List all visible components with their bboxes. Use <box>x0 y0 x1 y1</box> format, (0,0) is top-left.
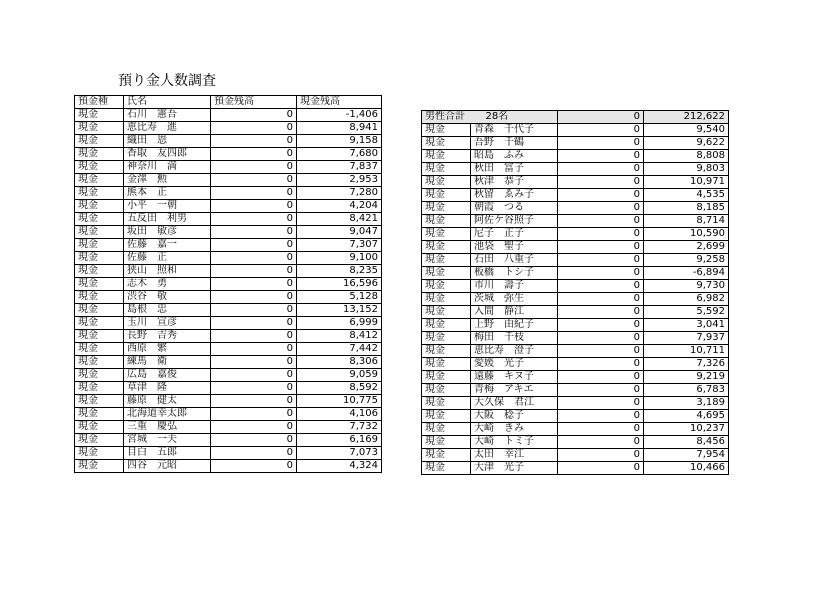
name-cell: 秋留 ゑみ子 <box>471 189 558 202</box>
deposit-balance-cell: 0 <box>211 460 297 473</box>
cash-balance-cell: 10,971 <box>644 176 729 189</box>
name-cell: 阿佐ケ谷照子 <box>471 215 558 228</box>
cash-balance-cell: 8,592 <box>297 382 382 395</box>
deposit-type-cell: 現金 <box>422 215 471 228</box>
cash-balance-cell: 2,953 <box>297 174 382 187</box>
deposit-type-cell: 現金 <box>422 319 471 332</box>
table-row <box>422 358 729 371</box>
table-row <box>75 200 382 213</box>
deposit-type-cell: 現金 <box>75 304 124 317</box>
cash-balance-cell: 3,189 <box>644 397 729 410</box>
header-cell: 預金残高 <box>211 96 297 109</box>
name-cell: 太田 幸江 <box>471 449 558 462</box>
deposit-type-cell: 現金 <box>422 397 471 410</box>
table-row <box>422 280 729 293</box>
table-row <box>75 239 382 252</box>
table-row <box>75 252 382 265</box>
name-cell: 広島 嘉俊 <box>124 369 211 382</box>
name-cell: 上野 由紀子 <box>471 319 558 332</box>
deposit-type-cell: 現金 <box>422 150 471 163</box>
name-cell: 石田 八重子 <box>471 254 558 267</box>
deposit-type-cell: 現金 <box>75 187 124 200</box>
cash-balance-cell: 9,158 <box>297 135 382 148</box>
deposit-balance-cell: 0 <box>211 330 297 343</box>
cash-balance-cell: 6,783 <box>644 384 729 397</box>
table-row <box>75 395 382 408</box>
table-row <box>422 436 729 449</box>
table-row <box>422 163 729 176</box>
name-cell: 金澤 勲 <box>124 174 211 187</box>
table-row <box>422 202 729 215</box>
name-cell: 北海道幸太郎 <box>124 408 211 421</box>
deposit-balance-cell: 0 <box>558 202 644 215</box>
deposit-type-cell: 現金 <box>75 278 124 291</box>
deposit-type-cell: 現金 <box>422 332 471 345</box>
header-cell: 現金残高 <box>297 96 382 109</box>
deposit-type-cell: 現金 <box>75 161 124 174</box>
name-cell: 大崎 きみ <box>471 423 558 436</box>
cash-balance-cell: 10,590 <box>644 228 729 241</box>
table-row <box>422 384 729 397</box>
table-row <box>75 434 382 447</box>
cash-balance-cell: 8,456 <box>644 436 729 449</box>
deposit-type-cell: 現金 <box>422 436 471 449</box>
name-cell: 目白 五郎 <box>124 447 211 460</box>
name-cell: 秋田 冨子 <box>471 163 558 176</box>
deposit-type-cell: 現金 <box>75 148 124 161</box>
cash-balance-cell: 7,937 <box>644 332 729 345</box>
deposit-balance-cell: 0 <box>558 215 644 228</box>
name-cell: 三重 慶弘 <box>124 421 211 434</box>
table-row <box>75 109 382 122</box>
deposit-balance-cell: 0 <box>211 226 297 239</box>
cash-balance-cell: 9,540 <box>644 124 729 137</box>
deposit-type-cell: 現金 <box>422 462 471 475</box>
table-row <box>75 291 382 304</box>
name-cell: 遠藤 キヌ子 <box>471 371 558 384</box>
name-cell: 尼子 正子 <box>471 228 558 241</box>
deposit-balance-cell: 0 <box>558 293 644 306</box>
table-row <box>422 332 729 345</box>
deposit-balance-cell: 0 <box>211 122 297 135</box>
deposit-balance-cell: 0 <box>211 265 297 278</box>
table-row <box>75 421 382 434</box>
name-cell: 草津 隆 <box>124 382 211 395</box>
cash-balance-cell: 8,941 <box>297 122 382 135</box>
deposit-balance-cell: 0 <box>558 410 644 423</box>
deposit-balance-cell: 0 <box>211 421 297 434</box>
table-row <box>422 449 729 462</box>
cash-balance-cell: 3,041 <box>644 319 729 332</box>
table-row <box>75 304 382 317</box>
deposit-type-cell: 現金 <box>75 421 124 434</box>
deposit-type-cell: 現金 <box>75 408 124 421</box>
deposit-type-cell: 現金 <box>422 410 471 423</box>
name-cell: 恵比寿 進 <box>124 122 211 135</box>
table-row <box>75 330 382 343</box>
deposit-type-cell: 現金 <box>422 384 471 397</box>
cash-balance-cell: 9,100 <box>297 252 382 265</box>
table-row <box>75 447 382 460</box>
table-row <box>75 408 382 421</box>
male-total-label: 男性合計 <box>425 111 465 122</box>
name-cell: 狭山 照和 <box>124 265 211 278</box>
deposit-type-cell: 現金 <box>422 345 471 358</box>
name-cell: 小平 一朝 <box>124 200 211 213</box>
deposit-type-cell: 現金 <box>422 202 471 215</box>
cash-balance-cell: 7,307 <box>297 239 382 252</box>
name-cell: 佐藤 正 <box>124 252 211 265</box>
deposit-balance-cell: 0 <box>211 382 297 395</box>
male-total-cash: 212,622 <box>644 111 729 124</box>
deposit-type-cell: 現金 <box>75 434 124 447</box>
name-cell: 入間 静江 <box>471 306 558 319</box>
male-total-cell <box>422 111 558 124</box>
name-cell: 昭島 ふみ <box>471 150 558 163</box>
deposit-type-cell: 現金 <box>75 382 124 395</box>
table-row <box>75 135 382 148</box>
name-cell: 青森 千代子 <box>471 124 558 137</box>
cash-balance-cell: 5,128 <box>297 291 382 304</box>
table-row <box>75 187 382 200</box>
deposit-type-cell: 現金 <box>422 163 471 176</box>
deposit-balance-cell: 0 <box>211 252 297 265</box>
table-row <box>75 265 382 278</box>
table-row <box>422 345 729 358</box>
deposit-type-cell: 現金 <box>75 369 124 382</box>
deposit-balance-cell: 0 <box>211 304 297 317</box>
deposit-balance-cell: 0 <box>558 241 644 254</box>
cash-balance-cell: 6,999 <box>297 317 382 330</box>
cash-balance-cell: 10,775 <box>297 395 382 408</box>
deposit-type-cell: 現金 <box>422 280 471 293</box>
table-row <box>75 343 382 356</box>
deposit-balance-cell: 0 <box>211 343 297 356</box>
table-row <box>422 293 729 306</box>
name-cell: 大崎 トミ子 <box>471 436 558 449</box>
table-row <box>75 382 382 395</box>
name-cell: 坂田 敏彦 <box>124 226 211 239</box>
table-row <box>422 319 729 332</box>
name-cell: 玉川 宣彦 <box>124 317 211 330</box>
cash-balance-cell: 5,592 <box>644 306 729 319</box>
deposit-balance-cell: 0 <box>211 135 297 148</box>
name-cell: 熊本 正 <box>124 187 211 200</box>
name-cell: 島根 忠 <box>124 304 211 317</box>
cash-balance-cell: 7,280 <box>297 187 382 200</box>
male-total-row <box>422 111 729 124</box>
cash-balance-cell: 7,326 <box>644 358 729 371</box>
table-row <box>422 462 729 475</box>
cash-balance-cell: 6,982 <box>644 293 729 306</box>
name-cell: 秋津 恭子 <box>471 176 558 189</box>
table-row <box>422 124 729 137</box>
deposit-type-cell: 現金 <box>75 252 124 265</box>
cash-balance-cell: 8,412 <box>297 330 382 343</box>
name-cell: 板橋 トシ子 <box>471 267 558 280</box>
deposit-balance-cell: 0 <box>558 436 644 449</box>
cash-balance-cell: 9,258 <box>644 254 729 267</box>
women-deposit-table <box>421 110 729 475</box>
deposit-balance-cell: 0 <box>211 356 297 369</box>
deposit-balance-cell: 0 <box>211 278 297 291</box>
cash-balance-cell: 8,235 <box>297 265 382 278</box>
deposit-type-cell: 現金 <box>422 371 471 384</box>
deposit-type-cell: 現金 <box>75 135 124 148</box>
cash-balance-cell: 9,219 <box>644 371 729 384</box>
deposit-balance-cell: 0 <box>558 384 644 397</box>
deposit-type-cell: 現金 <box>75 174 124 187</box>
deposit-balance-cell: 0 <box>211 213 297 226</box>
deposit-type-cell: 現金 <box>75 317 124 330</box>
deposit-balance-cell: 0 <box>558 176 644 189</box>
deposit-balance-cell: 0 <box>211 369 297 382</box>
table-row <box>422 254 729 267</box>
name-cell: 恵比寿 澄子 <box>471 345 558 358</box>
deposit-type-cell: 現金 <box>75 213 124 226</box>
cash-balance-cell: 2,699 <box>644 241 729 254</box>
table-header-row <box>75 96 382 109</box>
deposit-balance-cell: 0 <box>211 408 297 421</box>
deposit-balance-cell: 0 <box>558 267 644 280</box>
deposit-type-cell: 現金 <box>75 395 124 408</box>
name-cell: 渋谷 敬 <box>124 291 211 304</box>
cash-balance-cell: 16,596 <box>297 278 382 291</box>
table-row <box>75 278 382 291</box>
deposit-balance-cell: 0 <box>558 332 644 345</box>
men-deposit-table <box>74 95 382 473</box>
deposit-balance-cell: 0 <box>558 189 644 202</box>
table-row <box>422 215 729 228</box>
deposit-balance-cell: 0 <box>558 280 644 293</box>
deposit-balance-cell: 0 <box>558 345 644 358</box>
cash-balance-cell: 8,185 <box>644 202 729 215</box>
cash-balance-cell: 10,237 <box>644 423 729 436</box>
cash-balance-cell: 10,466 <box>644 462 729 475</box>
deposit-type-cell: 現金 <box>75 122 124 135</box>
table-row <box>75 460 382 473</box>
deposit-type-cell: 現金 <box>75 356 124 369</box>
name-cell: 朝霞 つる <box>471 202 558 215</box>
cash-balance-cell: 4,535 <box>644 189 729 202</box>
name-cell: 佐藤 嘉一 <box>124 239 211 252</box>
deposit-balance-cell: 0 <box>558 254 644 267</box>
deposit-balance-cell: 0 <box>558 124 644 137</box>
deposit-balance-cell: 0 <box>211 239 297 252</box>
table-row <box>75 174 382 187</box>
cash-balance-cell: 6,169 <box>297 434 382 447</box>
deposit-type-cell: 現金 <box>422 189 471 202</box>
deposit-balance-cell: 0 <box>211 200 297 213</box>
cash-balance-cell: 9,730 <box>644 280 729 293</box>
deposit-type-cell: 現金 <box>75 200 124 213</box>
male-total-count: 28名 <box>485 111 509 122</box>
cash-balance-cell: -6,894 <box>644 267 729 280</box>
deposit-type-cell: 現金 <box>422 293 471 306</box>
name-cell: 四谷 元昭 <box>124 460 211 473</box>
deposit-type-cell: 現金 <box>422 306 471 319</box>
cash-balance-cell: 9,803 <box>644 163 729 176</box>
cash-balance-cell: 7,837 <box>297 161 382 174</box>
cash-balance-cell: 8,714 <box>644 215 729 228</box>
deposit-type-cell: 現金 <box>75 343 124 356</box>
deposit-type-cell: 現金 <box>422 449 471 462</box>
table-row <box>422 410 729 423</box>
deposit-balance-cell: 0 <box>558 462 644 475</box>
table-row <box>422 267 729 280</box>
deposit-balance-cell: 0 <box>211 148 297 161</box>
deposit-type-cell: 現金 <box>75 265 124 278</box>
table-row <box>422 176 729 189</box>
cash-balance-cell: 4,695 <box>644 410 729 423</box>
deposit-type-cell: 現金 <box>422 254 471 267</box>
cash-balance-cell: 8,808 <box>644 150 729 163</box>
name-cell: 五反田 利男 <box>124 213 211 226</box>
name-cell: 石川 憲吾 <box>124 109 211 122</box>
table-row <box>422 306 729 319</box>
table-row <box>75 148 382 161</box>
deposit-type-cell: 現金 <box>422 228 471 241</box>
deposit-balance-cell: 0 <box>211 161 297 174</box>
table-row <box>422 228 729 241</box>
table-row <box>75 161 382 174</box>
deposit-type-cell: 現金 <box>422 267 471 280</box>
deposit-type-cell: 現金 <box>422 241 471 254</box>
name-cell: 藤原 健太 <box>124 395 211 408</box>
table-row <box>75 356 382 369</box>
deposit-balance-cell: 0 <box>211 447 297 460</box>
deposit-type-cell: 現金 <box>75 291 124 304</box>
name-cell: 長野 吉秀 <box>124 330 211 343</box>
table-row <box>422 241 729 254</box>
deposit-type-cell: 現金 <box>75 109 124 122</box>
cash-balance-cell: 13,152 <box>297 304 382 317</box>
name-cell: 宮城 一夫 <box>124 434 211 447</box>
deposit-balance-cell: 0 <box>211 174 297 187</box>
table-row <box>422 150 729 163</box>
table-row <box>422 423 729 436</box>
cash-balance-cell: 7,073 <box>297 447 382 460</box>
deposit-type-cell: 現金 <box>75 447 124 460</box>
deposit-type-cell: 現金 <box>422 137 471 150</box>
name-cell: 大津 光子 <box>471 462 558 475</box>
deposit-balance-cell: 0 <box>211 291 297 304</box>
deposit-type-cell: 現金 <box>422 176 471 189</box>
deposit-balance-cell: 0 <box>558 306 644 319</box>
name-cell: 大久保 君江 <box>471 397 558 410</box>
deposit-balance-cell: 0 <box>211 434 297 447</box>
deposit-type-cell: 現金 <box>422 423 471 436</box>
header-cell: 氏名 <box>124 96 211 109</box>
cash-balance-cell: 7,680 <box>297 148 382 161</box>
table-row <box>422 189 729 202</box>
table-row <box>75 369 382 382</box>
name-cell: 西原 繁 <box>124 343 211 356</box>
cash-balance-cell: 9,047 <box>297 226 382 239</box>
deposit-type-cell: 現金 <box>75 226 124 239</box>
name-cell: 池袋 聖子 <box>471 241 558 254</box>
deposit-type-cell: 現金 <box>422 124 471 137</box>
cash-balance-cell: 9,622 <box>644 137 729 150</box>
table-row <box>75 226 382 239</box>
name-cell: 吾野 千鶴 <box>471 137 558 150</box>
deposit-balance-cell: 0 <box>211 187 297 200</box>
cash-balance-cell: 4,324 <box>297 460 382 473</box>
cash-balance-cell: 4,106 <box>297 408 382 421</box>
deposit-balance-cell: 0 <box>558 371 644 384</box>
name-cell: 愛媛 光子 <box>471 358 558 371</box>
deposit-balance-cell: 0 <box>211 317 297 330</box>
deposit-type-cell: 現金 <box>75 330 124 343</box>
cash-balance-cell: 9,059 <box>297 369 382 382</box>
deposit-balance-cell: 0 <box>558 319 644 332</box>
deposit-balance-cell: 0 <box>558 449 644 462</box>
cash-balance-cell: -1,406 <box>297 109 382 122</box>
name-cell: 大阪 稔子 <box>471 410 558 423</box>
table-row <box>75 122 382 135</box>
name-cell: 青梅 アキエ <box>471 384 558 397</box>
table-row <box>422 397 729 410</box>
deposit-balance-cell: 0 <box>558 163 644 176</box>
cash-balance-cell: 10,711 <box>644 345 729 358</box>
header-cell: 預金種 <box>75 96 124 109</box>
name-cell: 香取 友四郎 <box>124 148 211 161</box>
name-cell: 志木 勇 <box>124 278 211 291</box>
deposit-balance-cell: 0 <box>558 150 644 163</box>
cash-balance-cell: 7,732 <box>297 421 382 434</box>
name-cell: 市川 壽子 <box>471 280 558 293</box>
cash-balance-cell: 7,954 <box>644 449 729 462</box>
deposit-balance-cell: 0 <box>211 395 297 408</box>
cash-balance-cell: 7,442 <box>297 343 382 356</box>
male-total-deposit: 0 <box>558 111 644 124</box>
cash-balance-cell: 8,421 <box>297 213 382 226</box>
deposit-type-cell: 現金 <box>75 239 124 252</box>
name-cell: 梅田 千枝 <box>471 332 558 345</box>
deposit-balance-cell: 0 <box>558 228 644 241</box>
table-row <box>422 371 729 384</box>
table-row <box>75 317 382 330</box>
deposit-balance-cell: 0 <box>558 137 644 150</box>
table-row <box>422 137 729 150</box>
deposit-balance-cell: 0 <box>211 109 297 122</box>
deposit-balance-cell: 0 <box>558 358 644 371</box>
deposit-type-cell: 現金 <box>422 358 471 371</box>
deposit-balance-cell: 0 <box>558 397 644 410</box>
cash-balance-cell: 4,204 <box>297 200 382 213</box>
name-cell: 織田 恩 <box>124 135 211 148</box>
name-cell: 神奈川 満 <box>124 161 211 174</box>
deposit-type-cell: 現金 <box>75 460 124 473</box>
cash-balance-cell: 8,306 <box>297 356 382 369</box>
name-cell: 練馬 衛 <box>124 356 211 369</box>
name-cell: 茨城 弥生 <box>471 293 558 306</box>
deposit-balance-cell: 0 <box>558 423 644 436</box>
table-row <box>75 213 382 226</box>
page-title: 預り金人数調査 <box>118 73 216 89</box>
